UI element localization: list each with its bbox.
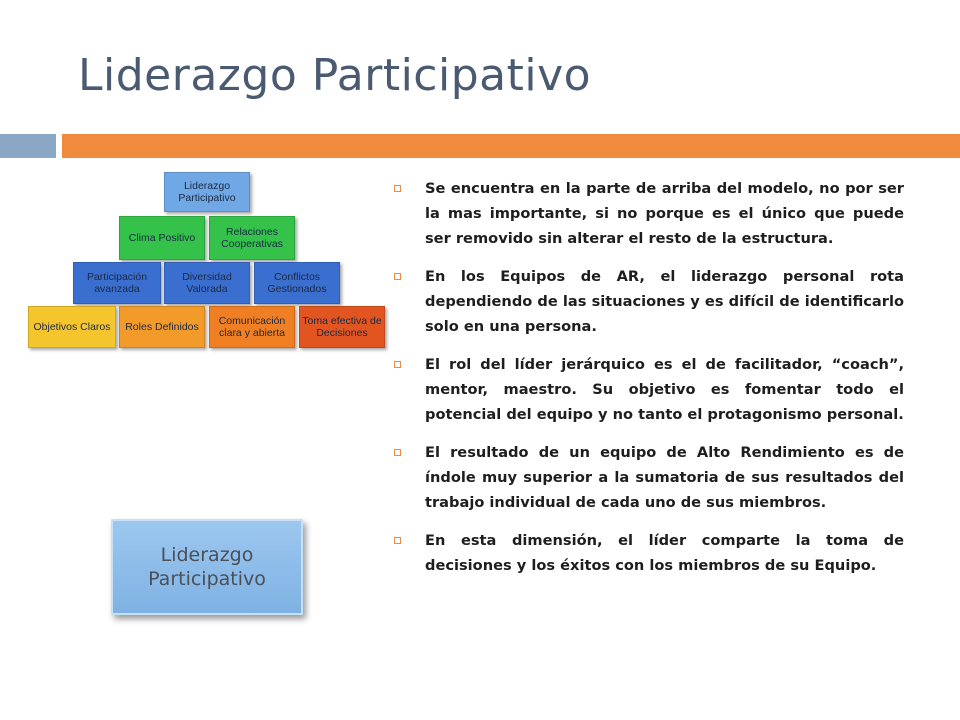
bullet-item — [392, 264, 904, 339]
bullet-text: En los Equipos de AR, el liderazgo personal rota dependiendo de las situaciones y es difícil de identificarlo solo en una persona. — [425, 268, 904, 335]
pyramid-block-liderazgo-participativo — [164, 172, 250, 212]
bullet-text: Se encuentra en la parte de arriba del modelo, no por ser la mas importante, si no porque es el único que puede ser removido sin alterar el resto de la estructura. — [425, 180, 904, 247]
bullet-text: El rol del líder jerárquico es el de facilitador, “coach”, mentor, maestro. Su objetivo es fomentar todo el potencial del equipo y no tanto el protagonismo personal. — [425, 356, 904, 423]
pyramid-block-participacion-avanzada — [73, 262, 161, 304]
pyramid-block-toma-efectiva — [299, 306, 385, 348]
bullet-text: En esta dimensión, el líder comparte la toma de decisiones y los éxitos con los miembros de su Equipo. — [425, 532, 904, 574]
pyramid-block-label: Roles Definidos — [125, 321, 199, 333]
pyramid-block-label: Relaciones Cooperativas — [221, 226, 283, 250]
pyramid-block-label: Conflictos Gestionados — [267, 271, 327, 295]
bullet-square-icon — [394, 185, 401, 192]
bullet-list — [392, 176, 904, 591]
pyramid-block-relaciones-cooperativas — [209, 216, 295, 260]
bullet-text: El resultado de un equipo de Alto Rendimiento es de índole muy superior a la sumatoria de sus resultados del trabajo individual de cada uno de sus miembros. — [425, 444, 904, 511]
callout-line-1: Liderazgo — [160, 544, 254, 566]
callout-line-2: Participativo — [148, 568, 266, 590]
bullet-square-icon — [394, 361, 401, 368]
bullet-square-icon — [394, 537, 401, 544]
pyramid-block-comunicacion-clara — [209, 306, 295, 348]
pyramid-block-label: Clima Positivo — [128, 232, 196, 244]
bullet-item — [392, 440, 904, 515]
pyramid-block-label: Toma efectiva de Decisiones — [302, 315, 382, 339]
pyramid-block-label: Objetivos Claros — [33, 321, 111, 333]
pyramid-block-label: Diversidad Valorada — [182, 271, 232, 295]
pyramid-block-label: Comunicación clara y abierta — [218, 315, 286, 339]
pyramid-block-roles-definidos — [119, 306, 205, 348]
pyramid-block-clima-positivo — [119, 216, 205, 260]
pyramid-block-label: Liderazgo Participativo — [178, 180, 236, 204]
pyramid-block-diversidad-valorada — [164, 262, 250, 304]
pyramid-block-conflictos-gestionados — [254, 262, 340, 304]
pyramid-block-objetivos-claros — [28, 306, 116, 348]
pyramid-block-label: Participación avanzada — [86, 271, 148, 295]
bullet-item — [392, 176, 904, 251]
bullet-square-icon — [394, 449, 401, 456]
bullet-square-icon — [394, 273, 401, 280]
pyramid-diagram — [0, 0, 400, 360]
bullet-item — [392, 528, 904, 578]
liderazgo-participativo-callout — [111, 519, 303, 615]
bullet-item — [392, 352, 904, 427]
slide-title: Liderazgo Participativo — [78, 50, 592, 101]
